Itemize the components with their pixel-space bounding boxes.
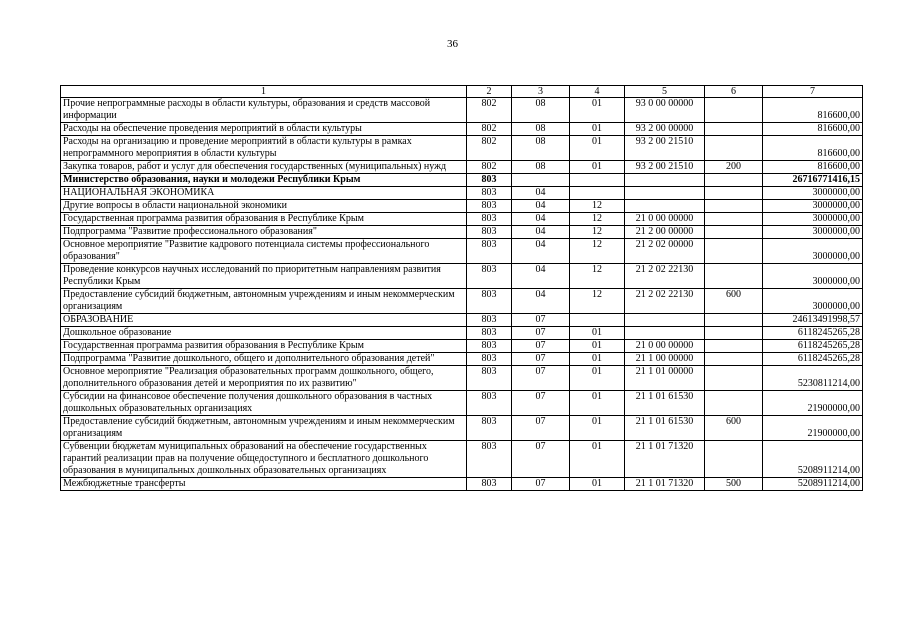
row-code-section: 07: [512, 478, 570, 491]
row-code-expense-type: [705, 200, 763, 213]
row-amount: 3000000,00: [763, 200, 863, 213]
table-row: [61, 98, 863, 123]
column-header: 3: [512, 86, 570, 98]
row-code-ministry: 803: [467, 239, 512, 264]
row-description: Другие вопросы в области национальной экономики: [61, 200, 467, 213]
row-code-section: 04: [512, 226, 570, 239]
row-code-section: 08: [512, 98, 570, 123]
row-code-ministry: 803: [467, 366, 512, 391]
row-amount: 3000000,00: [763, 226, 863, 239]
row-code-subsection: 01: [570, 136, 625, 161]
row-code-ministry: 803: [467, 340, 512, 353]
row-amount: 3000000,00: [763, 264, 863, 289]
row-code-target-article: 21 0 00 00000: [625, 213, 705, 226]
row-code-expense-type: 600: [705, 289, 763, 314]
row-amount: 3000000,00: [763, 289, 863, 314]
row-code-target-article: 21 2 02 22130: [625, 289, 705, 314]
row-code-ministry: 803: [467, 264, 512, 289]
row-code-ministry: 803: [467, 478, 512, 491]
row-amount: 816600,00: [763, 123, 863, 136]
row-code-expense-type: [705, 366, 763, 391]
row-code-subsection: 01: [570, 340, 625, 353]
row-code-subsection: 12: [570, 264, 625, 289]
row-code-expense-type: [705, 353, 763, 366]
row-code-target-article: 21 2 02 22130: [625, 264, 705, 289]
row-code-expense-type: [705, 391, 763, 416]
row-amount: 816600,00: [763, 161, 863, 174]
row-code-ministry: 802: [467, 136, 512, 161]
row-code-section: [512, 174, 570, 187]
row-amount: 6118245265,28: [763, 327, 863, 340]
table-row: [61, 289, 863, 314]
row-code-section: 07: [512, 327, 570, 340]
row-code-target-article: [625, 174, 705, 187]
column-header: 1: [61, 86, 467, 98]
row-amount: 5208911214,00: [763, 441, 863, 478]
row-code-ministry: 803: [467, 391, 512, 416]
row-amount: 21900000,00: [763, 391, 863, 416]
row-description: Расходы на организацию и проведение мероприятий в области культуры в рамках непрограммного мероприятия в области культуры: [61, 136, 467, 161]
table-row: [61, 391, 863, 416]
row-code-expense-type: 600: [705, 416, 763, 441]
row-code-ministry: 803: [467, 213, 512, 226]
row-code-target-article: 93 2 00 21510: [625, 161, 705, 174]
row-amount: 5230811214,00: [763, 366, 863, 391]
row-amount: 24613491998,57: [763, 314, 863, 327]
row-amount: 26716771416,15: [763, 174, 863, 187]
row-code-section: 07: [512, 391, 570, 416]
table-row: [61, 314, 863, 327]
table-row: [61, 213, 863, 226]
row-amount: 3000000,00: [763, 213, 863, 226]
row-code-expense-type: [705, 314, 763, 327]
row-amount: 3000000,00: [763, 239, 863, 264]
row-code-expense-type: [705, 327, 763, 340]
row-description: Государственная программа развития образования в Республике Крым: [61, 340, 467, 353]
row-code-target-article: 93 2 00 00000: [625, 123, 705, 136]
header-row: [61, 86, 863, 98]
row-description: Подпрограмма "Развитие профессионального образования": [61, 226, 467, 239]
row-code-section: 07: [512, 340, 570, 353]
row-code-section: 08: [512, 136, 570, 161]
table-row: [61, 161, 863, 174]
row-description: Субвенции бюджетам муниципальных образований на обеспечение государственных гарантий реализации прав на получение общедоступного и бесплатного дошкольного образования в муниципальных дошкольных образовательных организациях: [61, 441, 467, 478]
table-row: [61, 416, 863, 441]
table-row: [61, 478, 863, 491]
row-code-ministry: 802: [467, 123, 512, 136]
row-code-ministry: 803: [467, 416, 512, 441]
budget-table: [60, 85, 863, 491]
row-code-ministry: 803: [467, 314, 512, 327]
column-header: 6: [705, 86, 763, 98]
row-code-subsection: 12: [570, 289, 625, 314]
row-description: Подпрограмма "Развитие дошкольного, общего и дополнительного образования детей": [61, 353, 467, 366]
row-amount: 6118245265,28: [763, 353, 863, 366]
table-row: [61, 200, 863, 213]
row-code-section: 07: [512, 353, 570, 366]
row-description: Министерство образования, науки и молодежи Республики Крым: [61, 174, 467, 187]
row-code-subsection: 01: [570, 98, 625, 123]
table-row: [61, 174, 863, 187]
row-code-expense-type: [705, 187, 763, 200]
row-description: Субсидии на финансовое обеспечение получения дошкольного образования в частных дошкольных образовательных организациях: [61, 391, 467, 416]
row-code-subsection: 01: [570, 441, 625, 478]
row-amount: 6118245265,28: [763, 340, 863, 353]
row-code-target-article: 21 1 01 71320: [625, 478, 705, 491]
table-row: [61, 353, 863, 366]
row-code-ministry: 803: [467, 200, 512, 213]
table-row: [61, 327, 863, 340]
table-row: [61, 226, 863, 239]
row-description: Межбюджетные трансферты: [61, 478, 467, 491]
row-code-section: 04: [512, 187, 570, 200]
table-row: [61, 123, 863, 136]
row-code-target-article: [625, 187, 705, 200]
row-code-ministry: 803: [467, 327, 512, 340]
table-row: [61, 441, 863, 478]
row-code-target-article: 21 1 00 00000: [625, 353, 705, 366]
row-code-section: 04: [512, 239, 570, 264]
row-code-section: 04: [512, 200, 570, 213]
row-code-expense-type: [705, 441, 763, 478]
row-code-expense-type: 200: [705, 161, 763, 174]
row-code-subsection: 01: [570, 123, 625, 136]
row-code-section: 07: [512, 314, 570, 327]
row-code-expense-type: 500: [705, 478, 763, 491]
row-code-ministry: 802: [467, 98, 512, 123]
row-code-expense-type: [705, 340, 763, 353]
row-code-target-article: 21 1 01 71320: [625, 441, 705, 478]
row-code-target-article: 21 1 01 00000: [625, 366, 705, 391]
row-amount: 816600,00: [763, 136, 863, 161]
row-code-expense-type: [705, 264, 763, 289]
row-code-subsection: 01: [570, 327, 625, 340]
row-code-expense-type: [705, 174, 763, 187]
column-header: 2: [467, 86, 512, 98]
row-code-target-article: 21 2 00 00000: [625, 226, 705, 239]
row-code-target-article: 21 1 01 61530: [625, 391, 705, 416]
table-row: [61, 136, 863, 161]
row-code-section: 07: [512, 366, 570, 391]
row-code-target-article: [625, 327, 705, 340]
row-description: Проведение конкурсов научных исследований по приоритетным направлениям развития Республики Крым: [61, 264, 467, 289]
row-code-target-article: 21 0 00 00000: [625, 340, 705, 353]
row-code-subsection: [570, 314, 625, 327]
row-code-target-article: 93 2 00 21510: [625, 136, 705, 161]
row-code-target-article: [625, 200, 705, 213]
row-code-subsection: 01: [570, 366, 625, 391]
row-code-subsection: 01: [570, 353, 625, 366]
row-amount: 5208911214,00: [763, 478, 863, 491]
column-header: 5: [625, 86, 705, 98]
row-code-subsection: [570, 187, 625, 200]
row-code-ministry: 803: [467, 441, 512, 478]
row-code-subsection: 12: [570, 226, 625, 239]
row-description: НАЦИОНАЛЬНАЯ ЭКОНОМИКА: [61, 187, 467, 200]
row-code-section: 04: [512, 264, 570, 289]
row-code-ministry: 802: [467, 161, 512, 174]
row-description: Прочие непрограммные расходы в области культуры, образования и средств массовой информации: [61, 98, 467, 123]
row-code-expense-type: [705, 239, 763, 264]
row-description: Государственная программа развития образования в Республике Крым: [61, 213, 467, 226]
row-description: Основное мероприятие "Реализация образовательных программ дошкольного, общего, дополнительного образования детей и мероприятия по их развитию": [61, 366, 467, 391]
row-code-expense-type: [705, 123, 763, 136]
row-code-ministry: 803: [467, 187, 512, 200]
row-code-subsection: 12: [570, 200, 625, 213]
table-row: [61, 366, 863, 391]
row-code-subsection: 12: [570, 239, 625, 264]
table-row: [61, 239, 863, 264]
row-description: Предоставление субсидий бюджетным, автономным учреждениям и иным некоммерческим организациям: [61, 289, 467, 314]
row-code-section: 08: [512, 123, 570, 136]
row-amount: 21900000,00: [763, 416, 863, 441]
row-code-target-article: 21 2 02 00000: [625, 239, 705, 264]
row-code-ministry: 803: [467, 353, 512, 366]
row-description: Расходы на обеспечение проведения мероприятий в области культуры: [61, 123, 467, 136]
row-code-expense-type: [705, 213, 763, 226]
row-code-subsection: 01: [570, 416, 625, 441]
row-code-section: 07: [512, 441, 570, 478]
row-code-ministry: 803: [467, 289, 512, 314]
row-description: Предоставление субсидий бюджетным, автономным учреждениям и иным некоммерческим организациям: [61, 416, 467, 441]
row-code-ministry: 803: [467, 226, 512, 239]
row-description: ОБРАЗОВАНИЕ: [61, 314, 467, 327]
table-row: [61, 264, 863, 289]
row-code-subsection: [570, 174, 625, 187]
row-code-section: 07: [512, 416, 570, 441]
row-code-section: 04: [512, 213, 570, 226]
column-header: 4: [570, 86, 625, 98]
row-description: Основное мероприятие "Развитие кадрового потенциала системы профессионального образования": [61, 239, 467, 264]
row-code-target-article: 21 1 01 61530: [625, 416, 705, 441]
row-description: Закупка товаров, работ и услуг для обеспечения государственных (муниципальных) нужд: [61, 161, 467, 174]
column-header: 7: [763, 86, 863, 98]
row-code-subsection: 01: [570, 478, 625, 491]
row-code-subsection: 01: [570, 161, 625, 174]
row-code-expense-type: [705, 98, 763, 123]
row-code-subsection: 01: [570, 391, 625, 416]
row-code-section: 08: [512, 161, 570, 174]
row-code-ministry: 803: [467, 174, 512, 187]
page-number: 36: [447, 38, 458, 50]
row-code-expense-type: [705, 136, 763, 161]
table-row: [61, 340, 863, 353]
row-code-section: 04: [512, 289, 570, 314]
row-amount: 3000000,00: [763, 187, 863, 200]
row-code-target-article: [625, 314, 705, 327]
row-amount: 816600,00: [763, 98, 863, 123]
row-description: Дошкольное образование: [61, 327, 467, 340]
row-code-expense-type: [705, 226, 763, 239]
row-code-subsection: 12: [570, 213, 625, 226]
table-row: [61, 187, 863, 200]
row-code-target-article: 93 0 00 00000: [625, 98, 705, 123]
